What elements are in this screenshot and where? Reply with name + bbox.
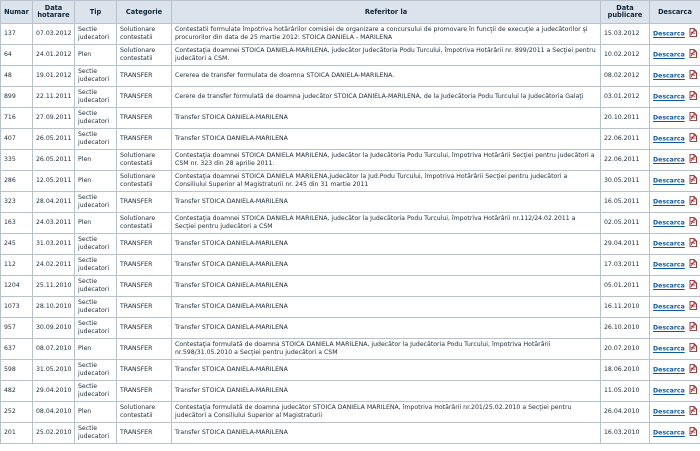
row-tip: Sectie judecatori — [75, 234, 117, 255]
table-row — [1, 45, 700, 66]
row-categorie: TRANSFER — [117, 87, 172, 108]
row-categorie: TRANSFER — [117, 339, 172, 360]
row-data-hotarare: 31.03.2011 — [33, 234, 75, 255]
row-numar: 899 — [1, 87, 33, 108]
row-numar: 137 — [1, 24, 33, 45]
pdf-icon[interactable] — [689, 385, 697, 394]
row-download-cell — [650, 276, 700, 297]
row-data-hotarare: 27.09.2011 — [33, 108, 75, 129]
download-link[interactable]: Descarca — [653, 72, 685, 80]
row-referitor: Contestatii formulate împotriva hotărârilor comisiei de organizare a concursului de promovare în funcţii de execuţie a judecătorilor şi procurorilor din data de 25 martie 2012: STOICA DANIELA - MARILENA — [172, 24, 601, 45]
row-tip: Sectie judecatori — [75, 318, 117, 339]
pdf-icon[interactable] — [689, 70, 697, 79]
row-data-hotarare: 19.01.2012 — [33, 66, 75, 87]
row-categorie: TRANSFER — [117, 129, 172, 150]
row-tip: Sectie judecatori — [75, 192, 117, 213]
row-numar: 163 — [1, 213, 33, 234]
row-categorie: TRANSFER — [117, 360, 172, 381]
table-row — [1, 276, 700, 297]
download-link[interactable]: Descarca — [653, 261, 685, 269]
row-data-publicare: 05.01.2011 — [601, 276, 650, 297]
download-link[interactable]: Descarca — [653, 51, 685, 59]
row-data-hotarare: 26.05.2011 — [33, 129, 75, 150]
row-data-hotarare: 12.05.2011 — [33, 171, 75, 192]
row-data-hotarare: 25.02.2010 — [33, 423, 75, 444]
row-data-publicare: 30.05.2011 — [601, 171, 650, 192]
row-download-cell — [650, 150, 700, 171]
row-numar: 716 — [1, 108, 33, 129]
row-data-publicare: 16.05.2011 — [601, 192, 650, 213]
row-download-cell — [650, 87, 700, 108]
row-data-publicare: 26.10.2010 — [601, 318, 650, 339]
row-download-cell — [650, 45, 700, 66]
pdf-icon[interactable] — [689, 49, 697, 58]
table-row — [1, 150, 700, 171]
row-categorie: Solutionare contestatii — [117, 45, 172, 66]
row-referitor: Contestaţia doamnei STOICA DANIELA MARILENA, judecător la Judecătoria Podu Turcului, împotriva Hotărârii nr.112/24.02.2011 a Secţiei pentru judecători a CSM — [172, 213, 601, 234]
download-link[interactable]: Descarca — [653, 324, 685, 332]
table-row — [1, 255, 700, 276]
row-data-publicare: 22.06.2011 — [601, 129, 650, 150]
row-data-publicare: 10.02.2012 — [601, 45, 650, 66]
row-referitor: Transfer STOICA DANIELA-MARILENA — [172, 318, 601, 339]
pdf-icon[interactable] — [689, 217, 697, 226]
row-data-publicare: 11.05.2010 — [601, 381, 650, 402]
row-data-hotarare: 08.04.2010 — [33, 402, 75, 423]
table-row — [1, 66, 700, 87]
download-link[interactable]: Descarca — [653, 114, 685, 122]
row-categorie: Solutionare contestatii — [117, 24, 172, 45]
table-row — [1, 360, 700, 381]
row-categorie: TRANSFER — [117, 234, 172, 255]
row-download-cell — [650, 423, 700, 444]
row-referitor: Transfer STOICA DANIELA-MARILENA — [172, 129, 601, 150]
row-data-hotarare: 31.05.2010 — [33, 360, 75, 381]
row-numar: 201 — [1, 423, 33, 444]
row-data-publicare: 03.01.2012 — [601, 87, 650, 108]
row-data-publicare: 22.06.2011 — [601, 150, 650, 171]
table-row — [1, 192, 700, 213]
pdf-icon[interactable] — [689, 364, 697, 373]
row-tip: Plen — [75, 213, 117, 234]
row-tip: Plen — [75, 402, 117, 423]
pdf-icon[interactable] — [689, 280, 697, 289]
row-data-hotarare: 08.07.2010 — [33, 339, 75, 360]
row-data-publicare: 26.04.2010 — [601, 402, 650, 423]
row-referitor: Transfer STOICA DANIELA-MARILENA — [172, 255, 601, 276]
pdf-icon[interactable] — [689, 196, 697, 205]
row-numar: 48 — [1, 66, 33, 87]
row-data-hotarare: 24.02.2011 — [33, 255, 75, 276]
row-data-hotarare: 28.04.2011 — [33, 192, 75, 213]
row-data-hotarare: 29.04.2010 — [33, 381, 75, 402]
row-data-publicare: 18.06.2010 — [601, 360, 650, 381]
row-data-publicare: 17.03.2011 — [601, 255, 650, 276]
row-tip: Sectie judecatori — [75, 129, 117, 150]
row-download-cell — [650, 171, 700, 192]
row-categorie: TRANSFER — [117, 381, 172, 402]
row-referitor: Transfer STOICA DANIELA-MARILENA — [172, 234, 601, 255]
row-categorie: TRANSFER — [117, 276, 172, 297]
pdf-icon[interactable] — [689, 322, 697, 331]
row-numar: 957 — [1, 318, 33, 339]
row-data-publicare: 20.07.2010 — [601, 339, 650, 360]
row-referitor: Contestaţia doamnei STOICA DANIELA MARILENA,judecător la Jud.Podu Turcului, împotriva Hotărârii Secţiei pentru judecători a Consiliului Superior al Magistraturii nr. 245 din 31 martie 2011 — [172, 171, 601, 192]
row-numar: 252 — [1, 402, 33, 423]
table-row — [1, 213, 700, 234]
row-download-cell — [650, 66, 700, 87]
row-tip: Sectie judecatori — [75, 360, 117, 381]
pdf-icon[interactable] — [689, 28, 697, 37]
row-categorie: TRANSFER — [117, 108, 172, 129]
row-referitor: Transfer STOICA DANIELA-MARILENA — [172, 276, 601, 297]
row-numar: 64 — [1, 45, 33, 66]
row-referitor: Transfer STOICA DANIELA-MARILENA — [172, 108, 601, 129]
row-download-cell — [650, 255, 700, 276]
table-row — [1, 381, 700, 402]
table-row — [1, 339, 700, 360]
row-tip: Plen — [75, 339, 117, 360]
row-categorie: TRANSFER — [117, 423, 172, 444]
row-numar: 637 — [1, 339, 33, 360]
download-link[interactable]: Descarca — [653, 429, 685, 437]
row-download-cell — [650, 339, 700, 360]
row-download-cell — [650, 360, 700, 381]
row-data-publicare: 15.03.2012 — [601, 24, 650, 45]
row-referitor: Contestaţia doamnei STOICA DANIELA MARILENA, judecător la Judecătoria Podu Turcului, împotriva Hotărârii Secţiei pentru judecători a CSM nr. 323 din 28 aprilie 2011. — [172, 150, 601, 171]
table-row — [1, 423, 700, 444]
pdf-icon[interactable] — [689, 406, 697, 415]
row-referitor: Cererea de transfer formulata de doamna STOICA DANIELA-MARILENA. — [172, 66, 601, 87]
row-data-hotarare: 07.03.2012 — [33, 24, 75, 45]
pdf-icon[interactable] — [689, 112, 697, 121]
row-numar: 482 — [1, 381, 33, 402]
row-referitor: Contestaţia formulată de doamna STOICA DANIELA MARILENA, judecător la Judecătoria Podu Turcului, împotriva Hotărârii nr.598/31.05.2010 a Secţiei pentru judecători a CSM — [172, 339, 601, 360]
table-row — [1, 234, 700, 255]
row-download-cell — [650, 192, 700, 213]
row-numar: 1204 — [1, 276, 33, 297]
col-header-data-hotarare[interactable]: Data hotarare — [33, 1, 75, 24]
row-categorie: TRANSFER — [117, 318, 172, 339]
col-header-referitor[interactable]: Referitor la — [172, 1, 601, 24]
row-referitor: Transfer STOICA DANIELA-MARILENA — [172, 423, 601, 444]
row-referitor: Transfer STOICA DANIELA-MARILENA — [172, 192, 601, 213]
table-row — [1, 108, 700, 129]
download-link[interactable]: Descarca — [653, 30, 685, 38]
download-link[interactable]: Descarca — [653, 219, 685, 227]
row-download-cell — [650, 402, 700, 423]
download-link[interactable]: Descarca — [653, 282, 685, 290]
col-header-data-publicare[interactable]: Data publicare — [601, 1, 650, 24]
row-tip: Sectie judecatori — [75, 66, 117, 87]
row-numar: 323 — [1, 192, 33, 213]
row-data-publicare: 16.11.2010 — [601, 297, 650, 318]
row-categorie: TRANSFER — [117, 66, 172, 87]
row-numar: 286 — [1, 171, 33, 192]
row-numar: 335 — [1, 150, 33, 171]
row-tip: Plen — [75, 150, 117, 171]
download-link[interactable]: Descarca — [653, 345, 685, 353]
row-download-cell — [650, 297, 700, 318]
pdf-icon[interactable] — [689, 259, 697, 268]
download-link[interactable]: Descarca — [653, 198, 685, 206]
row-tip: Plen — [75, 45, 117, 66]
row-download-cell — [650, 318, 700, 339]
row-data-publicare: 20.10.2011 — [601, 108, 650, 129]
pdf-icon[interactable] — [689, 301, 697, 310]
pdf-icon[interactable] — [689, 427, 697, 436]
col-header-descarca: Descarca — [650, 1, 700, 24]
row-data-hotarare: 24.01.2012 — [33, 45, 75, 66]
row-tip: Plen — [75, 171, 117, 192]
download-link[interactable]: Descarca — [653, 240, 685, 248]
pdf-icon[interactable] — [689, 154, 697, 163]
row-numar: 245 — [1, 234, 33, 255]
row-download-cell — [650, 24, 700, 45]
row-data-publicare: 02.05.2011 — [601, 213, 650, 234]
row-data-hotarare: 30.09.2010 — [33, 318, 75, 339]
pdf-icon[interactable] — [689, 133, 697, 142]
row-download-cell — [650, 213, 700, 234]
header-row — [1, 1, 700, 24]
row-data-hotarare: 24.03.2011 — [33, 213, 75, 234]
table-row — [1, 402, 700, 423]
row-download-cell — [650, 108, 700, 129]
table-row — [1, 129, 700, 150]
table-row — [1, 24, 700, 45]
row-tip: Sectie judecatori — [75, 381, 117, 402]
col-header-numar[interactable]: Numar — [1, 1, 33, 24]
row-data-hotarare: 28.10.2010 — [33, 297, 75, 318]
table-row — [1, 318, 700, 339]
row-categorie: Solutionare contestatii — [117, 171, 172, 192]
download-link[interactable]: Descarca — [653, 303, 685, 311]
row-categorie: Solutionare contestatii — [117, 213, 172, 234]
row-categorie: TRANSFER — [117, 297, 172, 318]
download-link[interactable]: Descarca — [653, 387, 685, 395]
row-referitor: Transfer STOICA DANIELA-MARILENA — [172, 381, 601, 402]
row-download-cell — [650, 129, 700, 150]
pdf-icon[interactable] — [689, 91, 697, 100]
row-download-cell — [650, 234, 700, 255]
pdf-icon[interactable] — [689, 175, 697, 184]
row-tip: Sectie judecatori — [75, 87, 117, 108]
row-data-publicare: 16.03.2010 — [601, 423, 650, 444]
row-tip: Sectie judecatori — [75, 24, 117, 45]
row-categorie: TRANSFER — [117, 255, 172, 276]
table-row — [1, 87, 700, 108]
row-numar: 407 — [1, 129, 33, 150]
row-referitor: Contestaţia formulată de doamna judecător STOICA DANIELA MARILENA, împotriva Hotărârii nr.201/25.02.2010 a Secţiei pentru judecători a Consiliului Superior al Magistraturii — [172, 402, 601, 423]
row-data-publicare: 29.04.2011 — [601, 234, 650, 255]
row-categorie: Solutionare contestatii — [117, 150, 172, 171]
row-numar: 112 — [1, 255, 33, 276]
row-tip: Sectie judecatori — [75, 423, 117, 444]
row-data-hotarare: 22.11.2011 — [33, 87, 75, 108]
col-header-tip[interactable]: Tip — [75, 1, 117, 24]
row-data-hotarare: 25.11.2010 — [33, 276, 75, 297]
row-tip: Sectie judecatori — [75, 276, 117, 297]
download-link[interactable]: Descarca — [653, 177, 685, 185]
download-link[interactable]: Descarca — [653, 156, 685, 164]
pdf-icon[interactable] — [689, 343, 697, 352]
download-link[interactable]: Descarca — [653, 366, 685, 374]
download-link[interactable]: Descarca — [653, 93, 685, 101]
row-numar: 1073 — [1, 297, 33, 318]
row-numar: 598 — [1, 360, 33, 381]
col-header-categorie[interactable]: Categorie — [117, 1, 172, 24]
row-tip: Sectie judecatori — [75, 108, 117, 129]
download-link[interactable]: Descarca — [653, 408, 685, 416]
row-referitor: Transfer STOICA DANIELA-MARILENA — [172, 360, 601, 381]
row-referitor: Contestaţia doamnei STOICA DANIELA-MARILENA, judecător Judecătoria Podu Turcului, împotriva Hotărârii nr. 899/2011 a Secţiei pentru judecători a CSM. — [172, 45, 601, 66]
row-tip: Sectie judecatori — [75, 255, 117, 276]
row-data-hotarare: 26.05.2011 — [33, 150, 75, 171]
row-referitor: Cerere de transfer formulată de doamna judecător STOICA DANIELA-MARILENA, de la Judecătoria Podu Turcului la Judecătoria Galaţi — [172, 87, 601, 108]
table-row — [1, 171, 700, 192]
row-referitor: Transfer STOICA DANIELA-MARILENA — [172, 297, 601, 318]
row-categorie: Solutionare contestatii — [117, 402, 172, 423]
row-data-publicare: 08.02.2012 — [601, 66, 650, 87]
download-link[interactable]: Descarca — [653, 135, 685, 143]
row-download-cell — [650, 381, 700, 402]
table-row — [1, 297, 700, 318]
pdf-icon[interactable] — [689, 238, 697, 247]
row-tip: Sectie judecatori — [75, 297, 117, 318]
row-categorie: TRANSFER — [117, 192, 172, 213]
